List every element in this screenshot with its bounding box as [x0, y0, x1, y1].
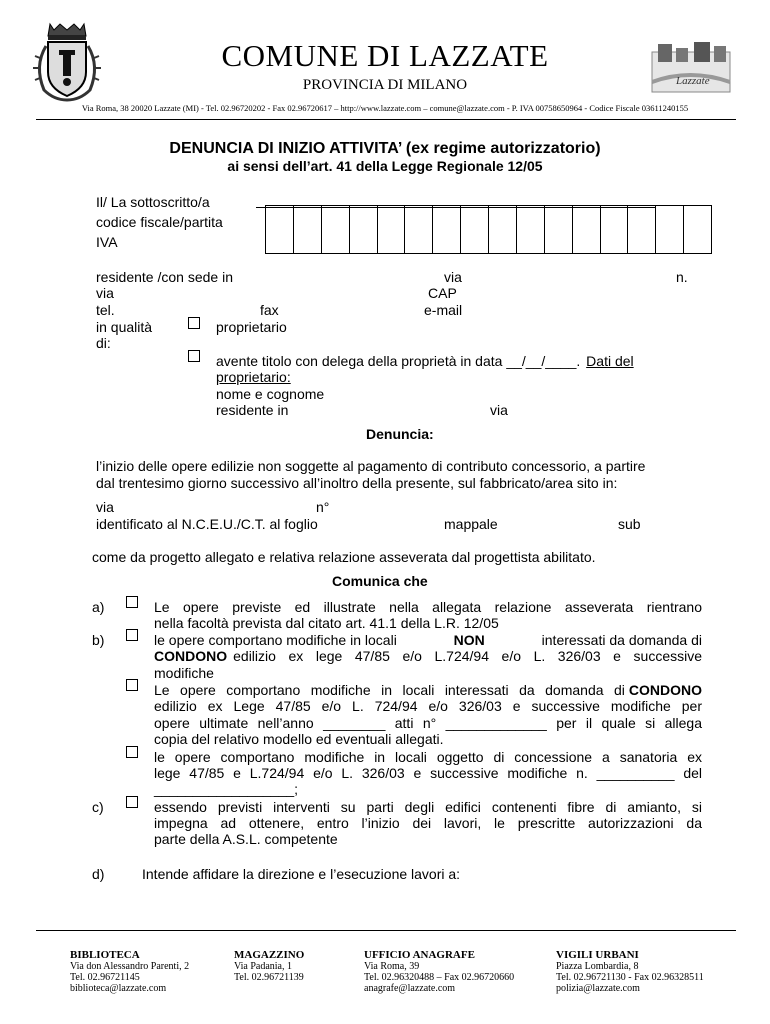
- item-b-non: NON: [453, 632, 485, 648]
- nome-cognome-label: nome e cognome: [216, 386, 325, 402]
- item-b2-condono: CONDONO: [628, 682, 702, 698]
- footer-anagrafe: [364, 950, 514, 994]
- avente-titolo-label: [216, 353, 634, 369]
- codice-fiscale-cell[interactable]: [350, 206, 378, 253]
- avente-titolo-checkbox[interactable]: [188, 350, 200, 362]
- codice-fiscale-cell[interactable]: [378, 206, 406, 253]
- tel-label: tel.: [96, 302, 115, 318]
- item-b2-line-1-text: Le opere comportano modifiche in locali interessati da domanda di: [154, 682, 625, 698]
- footer-magazzino-tel: Tel. 02.96721139: [234, 972, 304, 983]
- fax-label: fax: [260, 302, 279, 318]
- codice-fiscale-cell[interactable]: [517, 206, 545, 253]
- qualita-label: in qualità: [96, 319, 153, 335]
- codice-fiscale-grid[interactable]: [265, 205, 712, 254]
- item-b2-checkbox[interactable]: [126, 679, 138, 691]
- town-logo: [650, 38, 732, 98]
- codice-fiscale-cell[interactable]: [405, 206, 433, 253]
- residente-label: residente /con sede in: [96, 269, 233, 285]
- footer-biblioteca-tel: Tel. 02.96721145: [70, 972, 140, 983]
- item-c-line-2: impegna ad ottenere, entro l’inizio dei lavori, le prescritte autorizzazioni da: [154, 815, 702, 831]
- footer-vigili: [556, 950, 704, 994]
- codice-fiscale-cell[interactable]: [601, 206, 629, 253]
- via-label: via: [444, 269, 462, 285]
- item-b-line-2: [154, 648, 702, 664]
- item-b-checkbox[interactable]: [126, 629, 138, 641]
- item-c-line-3: parte della A.S.L. competente: [154, 831, 338, 847]
- item-a-checkbox[interactable]: [126, 596, 138, 608]
- dati-proprietario-label-2: proprietario:: [216, 369, 291, 385]
- item-c-letter: c): [92, 799, 104, 815]
- denuncia-heading: Denuncia:: [366, 426, 434, 442]
- cap-label: CAP: [428, 285, 457, 301]
- numero-civico-label: n°: [316, 499, 330, 515]
- item-b3-line-1: le opere comportano modifiche in locali oggetto di concessione a sanatoria ex: [154, 749, 702, 765]
- codice-fiscale-cell[interactable]: [266, 206, 294, 253]
- via-label-4: via: [96, 499, 114, 515]
- inizio-paragraph-line-2: dal trentesimo giorno successivo all’inoltro della presente, sul fabbricato/area sito in:: [96, 475, 618, 491]
- via-label-3: via: [490, 402, 508, 418]
- item-b3-line-2: lege 47/85 e L.724/94 e/o L. 326/03 e successive modifiche n. __________ del: [154, 765, 702, 781]
- footer-vigili-address: Piazza Lombardia, 8: [556, 961, 639, 972]
- codice-fiscale-cell[interactable]: [656, 206, 684, 253]
- sottoscritto-label: Il/ La sottoscritto/a: [96, 194, 210, 210]
- footer-anagrafe-name: UFFICIO ANAGRAFE: [364, 949, 475, 961]
- sub-label: sub: [618, 516, 641, 532]
- item-a-line-2: nella facoltà prevista dal citato art. 41.1 della L.R. 12/05: [154, 615, 499, 631]
- footer-biblioteca-address: Via don Alessandro Parenti, 2: [70, 961, 190, 972]
- header-contact: Via Roma, 38 20020 Lazzate (MI) - Tel. 02.96720202 - Fax 02.96720617 – http://www.lazzate.com – comune@lazzate.com - P. IVA 00758650964 - Codice Fiscale 03611240155: [81, 103, 689, 113]
- codice-fiscale-cell[interactable]: [433, 206, 461, 253]
- item-b-line-1-end: interessati da domanda di: [541, 632, 702, 648]
- codice-fiscale-cell[interactable]: [628, 206, 656, 253]
- item-b-condono: CONDONO: [154, 648, 228, 664]
- item-b-letter: b): [92, 632, 105, 648]
- footer-magazzino-address: Via Padania, 1: [234, 961, 292, 972]
- item-c-line-1: essendo previsti interventi su parti degli edifici contenenti fibre di amianto, si: [154, 799, 702, 815]
- foglio-label: identificato al N.C.E.U./C.T. al foglio: [96, 516, 318, 532]
- dati-proprietario-label: Dati del: [586, 353, 634, 369]
- item-b-line-2-rest: edilizio ex lege 47/85 e/o L.724/94 e/o L. 326/03 e successive: [233, 648, 702, 664]
- item-d-letter: d): [92, 866, 105, 882]
- footer-vigili-email: polizia@lazzate.com: [556, 983, 640, 994]
- codice-fiscale-cell[interactable]: [684, 206, 712, 253]
- town-logo-text: Lazzate: [676, 75, 710, 87]
- proprietario-checkbox[interactable]: [188, 317, 200, 329]
- footer-biblioteca-name: BIBLIOTECA: [70, 949, 140, 961]
- footer-anagrafe-tel: Tel. 02.96320488 – Fax 02.96720660: [364, 972, 515, 983]
- item-b3-checkbox[interactable]: [126, 746, 138, 758]
- item-a-line-1: Le opere previste ed illustrate nella allegata relazione asseverata rientrano: [154, 599, 702, 615]
- form-subtitle: ai sensi dell’art. 41 della Legge Regionale 12/05: [227, 158, 543, 174]
- codice-fiscale-cell[interactable]: [489, 206, 517, 253]
- province-name: PROVINCIA DI MILANO: [302, 77, 468, 93]
- codice-fiscale-label-2: IVA: [96, 234, 118, 250]
- footer-divider: [36, 930, 736, 931]
- residente-in-label: residente in: [216, 402, 289, 418]
- item-a-letter: a): [92, 599, 105, 615]
- mappale-label: mappale: [444, 516, 498, 532]
- form-title: DENUNCIA DI INIZIO ATTIVITA’ (ex regime autorizzatorio): [169, 140, 601, 157]
- codice-fiscale-label: codice fiscale/partita: [96, 214, 223, 230]
- footer-magazzino-name: MAGAZZINO: [234, 949, 305, 961]
- comunica-heading: Comunica che: [332, 573, 428, 589]
- via-label-2: via: [96, 285, 114, 301]
- footer-biblioteca: [70, 950, 189, 994]
- item-c-checkbox[interactable]: [126, 796, 138, 808]
- footer-vigili-name: VIGILI URBANI: [556, 949, 639, 961]
- item-b2-line-3: opere ultimate nell’anno ________ atti n° _____________ per il quale si allega: [154, 715, 702, 731]
- page-title: COMUNE DI LAZZATE: [221, 38, 549, 73]
- item-b2-line-1: [154, 682, 702, 698]
- footer-biblioteca-email: biblioteca@lazzate.com: [70, 983, 167, 994]
- item-b2-line-2: edilizio ex Lege 47/85 e/o L. 724/94 e/o 326/03 e successive modifiche per: [154, 698, 702, 714]
- email-label: e-mail: [424, 302, 463, 318]
- progetto-line: come da progetto allegato e relativa relazione asseverata dal progettista abilitato.: [92, 549, 596, 565]
- numero-label: n.: [676, 269, 688, 285]
- item-b-line-1: [154, 632, 702, 648]
- item-b3-line-3: __________________;: [154, 781, 299, 797]
- item-b-line-3: modifiche: [154, 665, 214, 681]
- header-divider: [36, 119, 736, 120]
- qualita-label-2: di:: [96, 335, 111, 351]
- item-d-text: Intende affidare la direzione e l’esecuzione lavori a:: [142, 866, 461, 882]
- item-b-line-1-start: le opere comportano modifiche in locali: [154, 632, 397, 648]
- codice-fiscale-cell[interactable]: [294, 206, 322, 253]
- codice-fiscale-cell[interactable]: [322, 206, 350, 253]
- codice-fiscale-cell[interactable]: [545, 206, 573, 253]
- footer-vigili-tel: Tel. 02.96721130 - Fax 02.96328511: [556, 972, 704, 983]
- codice-fiscale-cell[interactable]: [461, 206, 489, 253]
- footer-anagrafe-address: Via Roma, 39: [364, 961, 420, 972]
- codice-fiscale-cell[interactable]: [573, 206, 601, 253]
- footer-anagrafe-email: anagrafe@lazzate.com: [364, 983, 456, 994]
- item-b2-line-4: copia del relativo modello ed eventuali allegati.: [154, 731, 444, 747]
- proprietario-label: proprietario: [216, 319, 287, 335]
- inizio-paragraph-line-1: l’inizio delle opere edilizie non soggette al pagamento di contributo concessorio, a partire: [96, 458, 646, 474]
- avente-titolo-text: avente titolo con delega della proprietà in data __/__/____.: [216, 353, 581, 369]
- footer-magazzino: [234, 950, 304, 983]
